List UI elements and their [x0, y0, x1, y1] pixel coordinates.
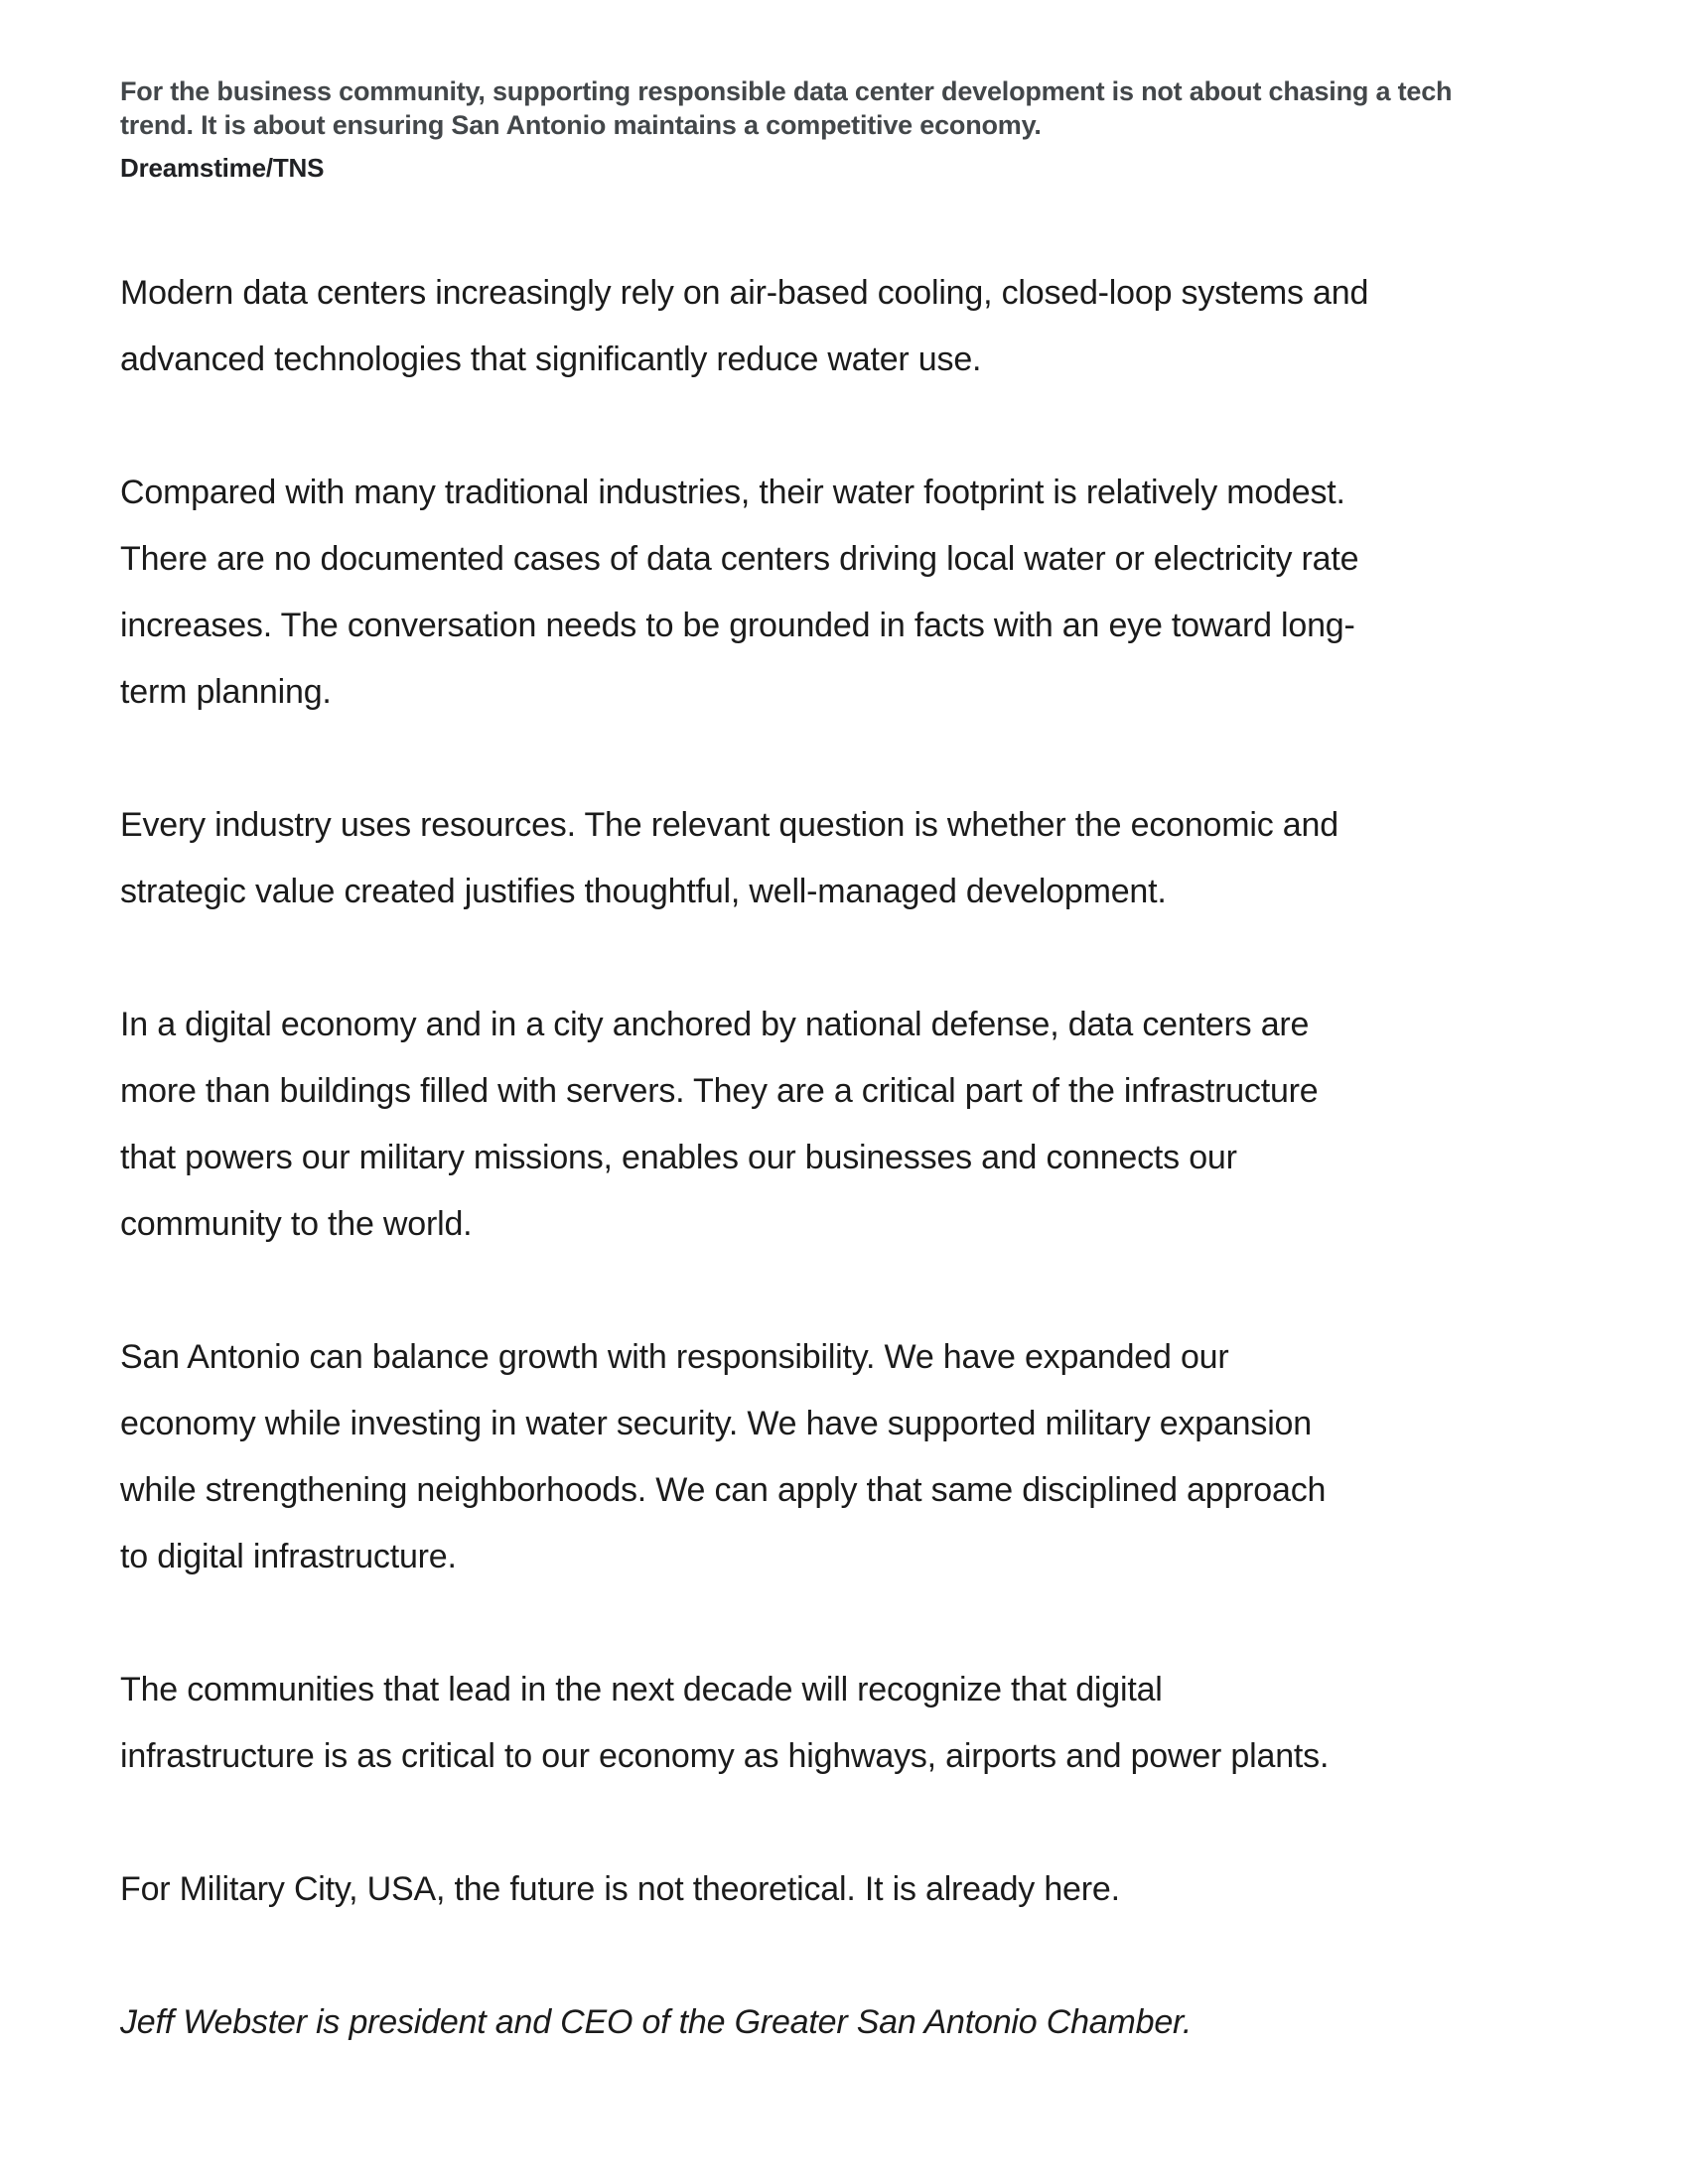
paragraph-line: term planning. — [120, 673, 332, 711]
paragraph-line: There are no documented cases of data centers driving local water or electricity rate — [120, 540, 1359, 578]
paragraph-line: The communities that lead in the next decade will recognize that digital — [120, 1671, 1163, 1708]
figure-caption-line: trend. It is about ensuring San Antonio maintains a competitive economy. — [120, 110, 1042, 140]
paragraph-line: For Military City, USA, the future is not theoretical. It is already here. — [120, 1870, 1120, 1908]
paragraph-line: infrastructure is as critical to our economy as highways, airports and power plants. — [120, 1737, 1330, 1775]
paragraph — [120, 1657, 1575, 1790]
paragraph — [120, 1324, 1575, 1590]
article-body — [120, 260, 1575, 2056]
paragraph — [120, 992, 1575, 1258]
paragraph — [120, 792, 1575, 925]
paragraph-line: advanced technologies that significantly reduce water use. — [120, 341, 982, 378]
paragraph — [120, 460, 1575, 726]
figure-caption-line: For the business community, supporting responsible data center development is not about chasing a tech — [120, 76, 1453, 106]
paragraph-line: increases. The conversation needs to be grounded in facts with an eye toward long- — [120, 607, 1355, 644]
photo-credit: Dreamstime/TNS — [120, 153, 325, 183]
paragraph-line: more than buildings filled with servers. They are a critical part of the infrastructure — [120, 1072, 1319, 1110]
paragraph-line: while strengthening neighborhoods. We can apply that same disciplined approach — [120, 1471, 1327, 1509]
paragraph-line: strategic value created justifies thoughtful, well-managed development. — [120, 873, 1167, 910]
paragraph — [120, 260, 1575, 393]
article-content — [120, 74, 1575, 2056]
paragraph-line: economy while investing in water security. We have supported military expansion — [120, 1405, 1312, 1442]
paragraph-line: In a digital economy and in a city anchored by national defense, data centers are — [120, 1006, 1310, 1043]
byline-line: Jeff Webster is president and CEO of the Greater San Antonio Chamber. — [120, 2003, 1193, 2041]
paragraph-line: community to the world. — [120, 1205, 473, 1243]
paragraph-line: Every industry uses resources. The relevant question is whether the economic and — [120, 806, 1338, 844]
paragraph-line: San Antonio can balance growth with responsibility. We have expanded our — [120, 1338, 1229, 1376]
paragraph-line: Compared with many traditional industries, their water footprint is relatively modest. — [120, 474, 1345, 511]
paragraph — [120, 1856, 1575, 1923]
byline — [120, 1989, 1575, 2056]
paragraph-line: Modern data centers increasingly rely on air-based cooling, closed-loop systems and — [120, 274, 1369, 312]
paragraph-line: to digital infrastructure. — [120, 1538, 457, 1575]
paragraph-line: that powers our military missions, enables our businesses and connects our — [120, 1139, 1237, 1176]
figure-caption — [120, 74, 1575, 142]
